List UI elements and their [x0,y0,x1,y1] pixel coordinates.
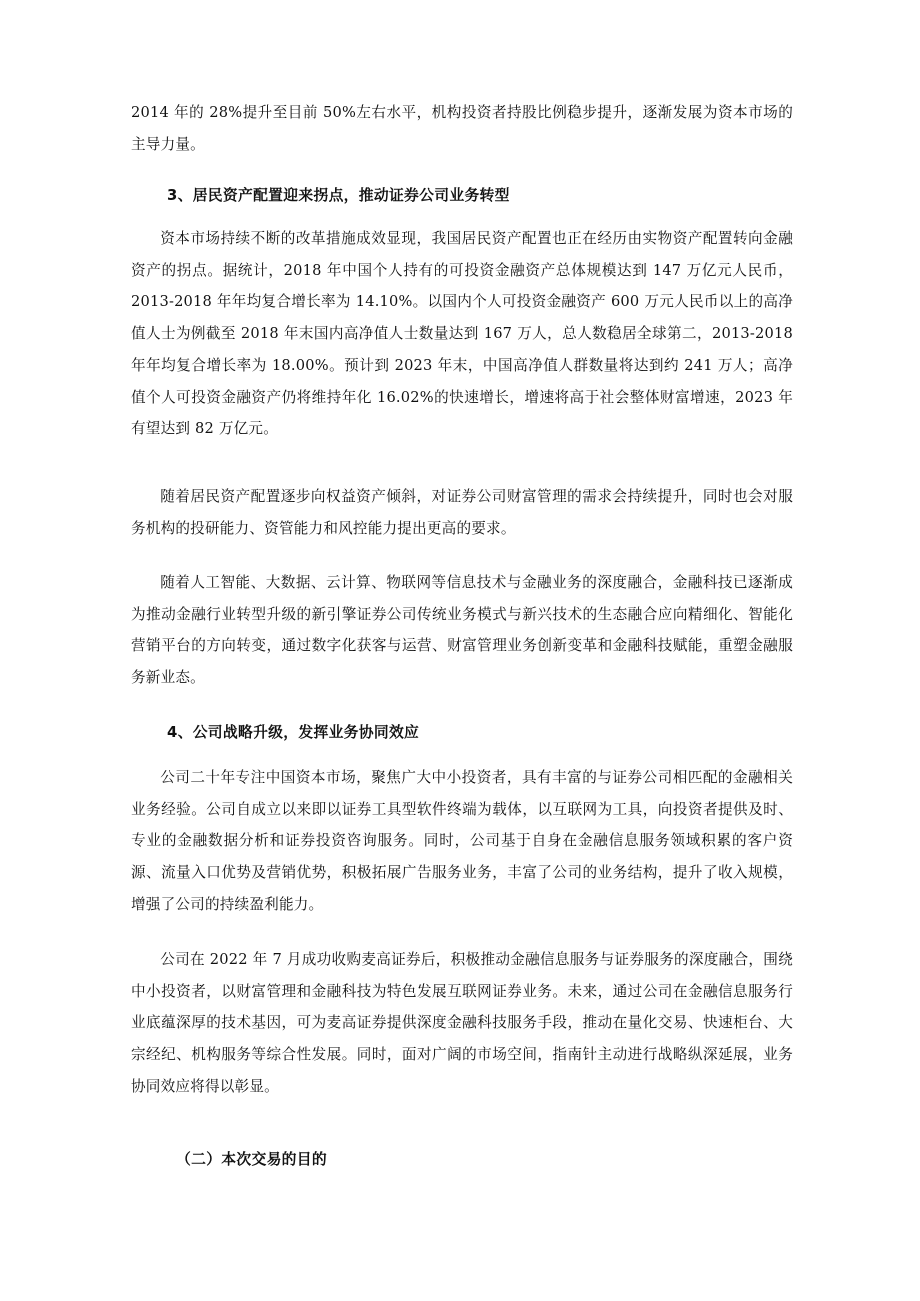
paragraph-4b: 公司在 2022 年 7 月成功收购麦高证券后，积极推动金融信息服务与证券服务的深度融合，围绕中小投资者，以财富管理和金融科技为特色发展互联网证券业务。未来，通过公司在金融信息服务行业底蕴深厚的技术基因，可为麦高证券提供深度金融科技服务手段，推动在量化交易、快速柜台、大宗经纪、机构服务等综合性发展。同时，面对广阔的市场空间，指南针主动进行战略纵深延展，业务协同效应将得以彰显。 [131,951,793,1095]
section-heading-4: 4、公司战略升级，发挥业务协同效应 [167,724,420,741]
paragraph-continuation: 2014 年的 28%提升至目前 50%左右水平，机构投资者持股比例稳步提升，逐渐发展为资本市场的主导力量。 [131,104,793,153]
paragraph-3a: 资本市场持续不断的改革措施成效显现，我国居民资产配置也正在经历由实物资产配置转向金融资产的拐点。据统计，2018 年中国个人持有的可投资金融资产总体规模达到 147 万亿元人民币，2013-2018 年年均复合增长率为 14.10%。以国内个人可投资金融资产 600 万元人民币以上的高净值人士为例截至 2018 年末国内高净值人士数量达到 167 万人，总人数稳居全球第二，2013-2018 年年均复合增长率为 18.00%。预计到 2023 年末，中国高净值人群数量将达到约 241 万人；高净值个人可投资金融资产仍将维持年化 16.02%的快速增长，增速将高于社会整体财富增速，2023 年有望达到 82 万亿元。 [131,230,793,438]
paragraph-4a: 公司二十年专注中国资本市场，聚焦广大中小投资者，具有丰富的与证券公司相匹配的金融相关业务经验。公司自成立以来即以证券工具型软件终端为载体，以互联网为工具，向投资者提供及时、专业的金融数据分析和证券投资咨询服务。同时，公司基于自身在金融信息服务领域积累的客户资源、流量入口优势及营销优势，积极拓展广告服务业务，丰富了公司的业务结构，提升了收入规模，增强了公司的持续盈利能力。 [131,769,793,913]
section-heading-3: 3、居民资产配置迎来拐点，推动证券公司业务转型 [167,187,510,204]
paragraph-3c: 随着人工智能、大数据、云计算、物联网等信息技术与金融业务的深度融合，金融科技已逐渐成为推动金融行业转型升级的新引擎证券公司传统业务模式与新兴技术的生态融合应向精细化、智能化营销平台的方向转变，通过数字化获客与运营、财富管理业务创新变革和金融科技赋能，重塑金融服务新业态。 [131,574,793,687]
section-heading-transaction-purpose: （二）本次交易的目的 [176,1151,327,1168]
paragraph-3b: 随着居民资产配置逐步向权益资产倾斜，对证券公司财富管理的需求会持续提升，同时也会对服务机构的投研能力、资管能力和风控能力提出更高的要求。 [131,488,793,537]
